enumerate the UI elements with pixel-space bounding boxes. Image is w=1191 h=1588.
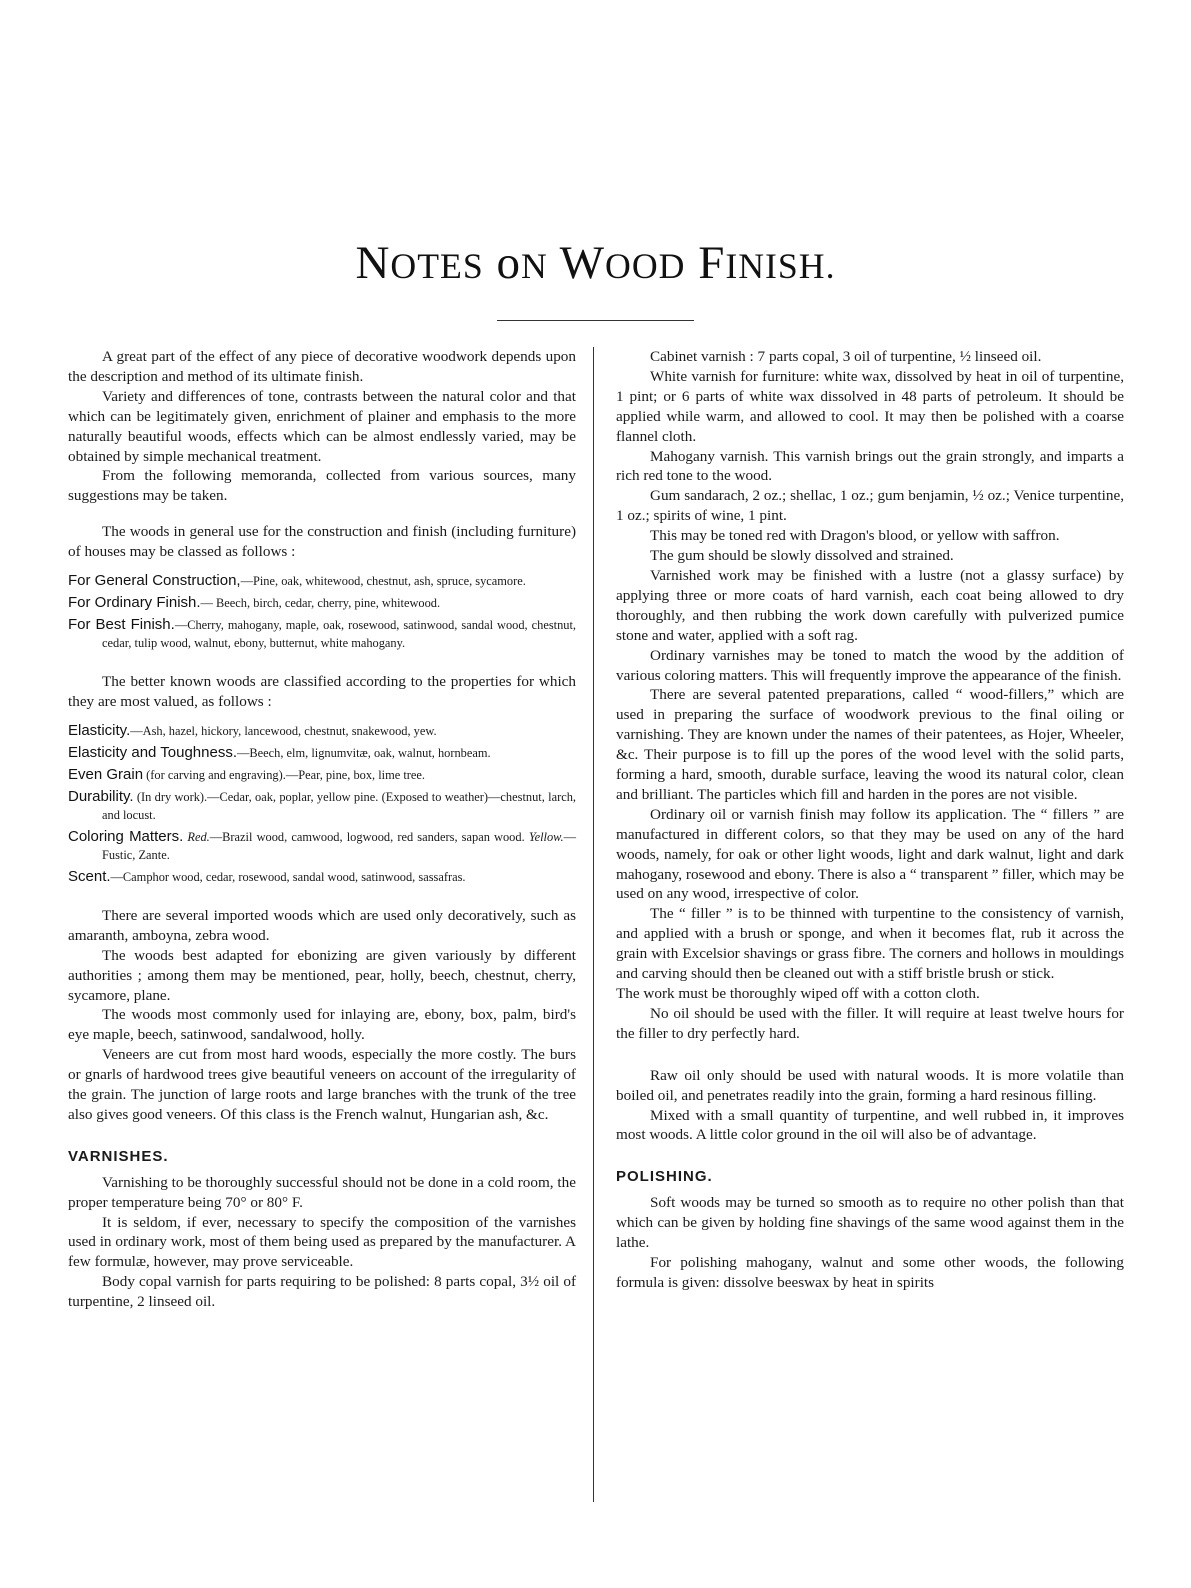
varnish-paragraph-7: Varnished work may be finished with a lustre (not a glassy surface) by applying three or more coats of hard varnish, each coat being allowed to dry thoroughly, and then rubbing the work down carefully with pulverized pumice stone and water, applied with a soft rag. <box>616 566 1124 644</box>
class-toughness <box>68 744 576 762</box>
no-oil-paragraph: No oil should be used with the filler. It will require at least twelve hours for the filler to dry perfectly hard. <box>616 1004 1124 1042</box>
class-text: —Pine, oak, whitewood, chestnut, ash, spruce, sycamore. <box>240 574 526 589</box>
raw-oil-paragraph-1: Raw oil only should be used with natural woods. It is more volatile than boiled oil, and penetrates readily into the grain, forming a hard resinous filling. <box>616 1066 1124 1104</box>
right-column <box>616 347 1124 1293</box>
varnish-paragraph-9: There are several patented preparations, called “ wood-fillers,” which are used in preparing the surface of woodwork previous to the final oiling or varnishing. They are known under the names of their patentees, as Hojer, Wheeler, &c. Their purpose is to fill up the pores of the wood level with the solid parts, forming a hard, smooth, durable surface, leaving the wood its natural color, clean and brilliant. The particles which fill and harden in the pores are not visible. <box>616 686 1124 803</box>
class-scent <box>68 868 576 886</box>
intro-paragraph-3: From the following memoranda, collected from various sources, many suggestions may be taken. <box>68 467 576 505</box>
imported-paragraph-2: The woods best adapted for ebonizing are given variously by different authorities ; among them may be mentioned, pear, holly, beech, chestnut, cherry, sycamore, plane. <box>68 946 576 1004</box>
class-text: — Beech, birch, cedar, cherry, pine, whitewood. <box>200 596 441 611</box>
varnishes-paragraph-3: Body copal varnish for parts requiring to be polished: 8 parts copal, 3½ oil of turpentine, 2 linseed oil. <box>68 1273 576 1311</box>
class-text: (In dry work).—Cedar, oak, poplar, yellow pine. (Exposed to weather)—chestnut, larch, and locust. <box>102 789 576 822</box>
varnish-paragraph-2: White varnish for furniture: white wax, dissolved by heat in oil of turpentine, 1 pint; or 6 parts of white wax dissolved in 48 parts of petroleum. It should be applied while warm, and allowed to cool. It may then be polished with a coarse flannel cloth. <box>616 367 1124 445</box>
varnish-paragraph-10: Ordinary oil or varnish finish may follow its application. The “ fillers ” are manufactured in different colors, so that they may be used on any of the hard woods, namely, for oak or other light woods, light and dark walnut, light and dark mahogany, rosewood and ebony. There is also a “ transparent ” filler, which may be used on any wood, irrespective of color. <box>616 805 1124 903</box>
class-head: Even Grain <box>68 765 144 783</box>
polishing-paragraph-1: Soft woods may be turned so smooth as to require no other polish than that which can be given by holding fine shavings of the same wood against them in the lathe. <box>616 1194 1124 1252</box>
imported-paragraph-3: The woods most commonly used for inlaying are, ebony, box, palm, bird's eye maple, beech, satinwood, sandalwood, holly. <box>68 1006 576 1044</box>
varnish-paragraph-1: Cabinet varnish : 7 parts copal, 3 oil of turpentine, ½ linseed oil. <box>650 348 1042 365</box>
varnishes-paragraph-1: Varnishing to be thoroughly successful should not be done in a cold room, the proper temperature being 70° or 80° F. <box>68 1173 576 1211</box>
wiped-paragraph: The work must be thoroughly wiped off with a cotton cloth. <box>616 985 980 1002</box>
class-coloring-matters <box>68 828 576 864</box>
intro-paragraph-1: A great part of the effect of any piece of decorative woodwork depends upon the description and method of its ultimate finish. <box>68 348 576 385</box>
imported-paragraph-4: Veneers are cut from most hard woods, especially the more costly. The burs or gnarls of hardwood trees give beautiful veneers on account of the irregularity of the grain. The junction of large roots and large branches with the trunk of the tree also gives good veneers. Of this class is the French walnut, Hungarian ash, &c. <box>68 1046 576 1123</box>
yellow-text: —Fustic, Zante. <box>102 829 576 862</box>
general-use-intro: The woods in general use for the construction and finish (including furniture) of houses may be classed as follows : <box>68 523 576 561</box>
left-column <box>68 347 576 1312</box>
class-durability <box>68 788 576 824</box>
yellow-label: Yellow. <box>528 829 564 844</box>
intro-paragraph-2: Variety and differences of tone, contrasts between the natural color and that which can be legitimately given, enrichment of plainer and emphasis to the more naturally beautiful woods, effects which can be almost endlessly varied, may be obtained by simple mechanical treatment. <box>68 387 576 465</box>
class-head: For Best Finish. <box>68 616 175 634</box>
class-general-construction <box>68 572 576 590</box>
varnishes-paragraph-2: It is seldom, if ever, necessary to specify the composition of the varnishes used in ordinary work, most of them being used as prepared by the manufacturer. A few formulæ, however, may prove serviceable. <box>68 1213 576 1271</box>
title-rule <box>497 320 694 321</box>
class-head: Elasticity and Toughness. <box>68 743 237 761</box>
class-even-grain <box>68 766 576 784</box>
varnish-paragraph-11: The “ filler ” is to be thinned with turpentine to the consistency of varnish, and applied with a brush or sponge, and when it becomes flat, rub it across the grain with Excelsior shavings or grass fibre. The corners and hollows in mouldings and carving should then be cleaned out with a stiff bristle brush or stick. <box>616 905 1124 983</box>
varnish-paragraph-4: Gum sandarach, 2 oz.; shellac, 1 oz.; gum benjamin, ½ oz.; Venice turpentine, 1 oz.; spirits of wine, 1 pint. <box>616 487 1124 525</box>
class-text: —Beech, elm, lignumvitæ, oak, walnut, hornbeam. <box>237 745 491 760</box>
red-label: Red. <box>187 829 210 844</box>
polishing-heading: POLISHING. <box>616 1168 713 1186</box>
page-title: NOTES oN WOOD FINISH. <box>355 237 836 289</box>
classified-intro: The better known woods are classified according to the properties for which they are most valued, as follows : <box>68 673 576 710</box>
class-text: —Camphor wood, cedar, rosewood, sandal wood, satinwood, sassafras. <box>110 869 466 884</box>
class-best-finish <box>68 616 576 652</box>
imported-paragraph-1: There are several imported woods which are used only decoratively, such as amaranth, amboyna, zebra wood. <box>68 906 576 944</box>
varnish-paragraph-5: This may be toned red with Dragon's blood, or yellow with saffron. <box>650 527 1060 545</box>
red-text: —Brazil wood, camwood, logwood, red sanders, sapan wood. <box>209 829 525 844</box>
class-elasticity <box>68 722 576 740</box>
class-head: Coloring Matters. <box>68 827 184 845</box>
class-head: Durability. <box>68 787 134 805</box>
class-text: —Cherry, mahogany, maple, oak, rosewood, satinwood, sandal wood, chestnut, cedar, tulip wood, walnut, ebony, butternut, white mahogany. <box>102 618 577 651</box>
class-head: For General Construction, <box>68 572 241 590</box>
polishing-paragraph-2: For polishing mahogany, walnut and some other woods, the following formula is given: dissolve beeswax by heat in spirits <box>616 1253 1124 1291</box>
class-head: Elasticity. <box>68 721 131 739</box>
class-text: (for carving and engraving).—Pear, pine, box, lime tree. <box>143 767 426 782</box>
class-ordinary-finish <box>68 594 576 612</box>
class-text: —Ash, hazel, hickory, lancewood, chestnut, snakewood, yew. <box>130 723 437 738</box>
class-head: Scent. <box>68 867 111 885</box>
varnishes-heading: VARNISHES. <box>68 1147 169 1165</box>
raw-oil-paragraph-2: Mixed with a small quantity of turpentine, and well rubbed in, it improves most woods. A little color ground in the oil will also be of advantage. <box>616 1106 1124 1144</box>
varnish-paragraph-3: Mahogany varnish. This varnish brings out the grain strongly, and imparts a rich red tone to the wood. <box>616 447 1124 485</box>
varnish-paragraph-6: The gum should be slowly dissolved and strained. <box>650 547 954 565</box>
class-head: For Ordinary Finish. <box>68 594 201 612</box>
column-divider <box>593 347 594 1502</box>
varnish-paragraph-8: Ordinary varnishes may be toned to match the wood by the addition of various coloring matters. This will frequently improve the appearance of the finish. <box>616 646 1124 684</box>
